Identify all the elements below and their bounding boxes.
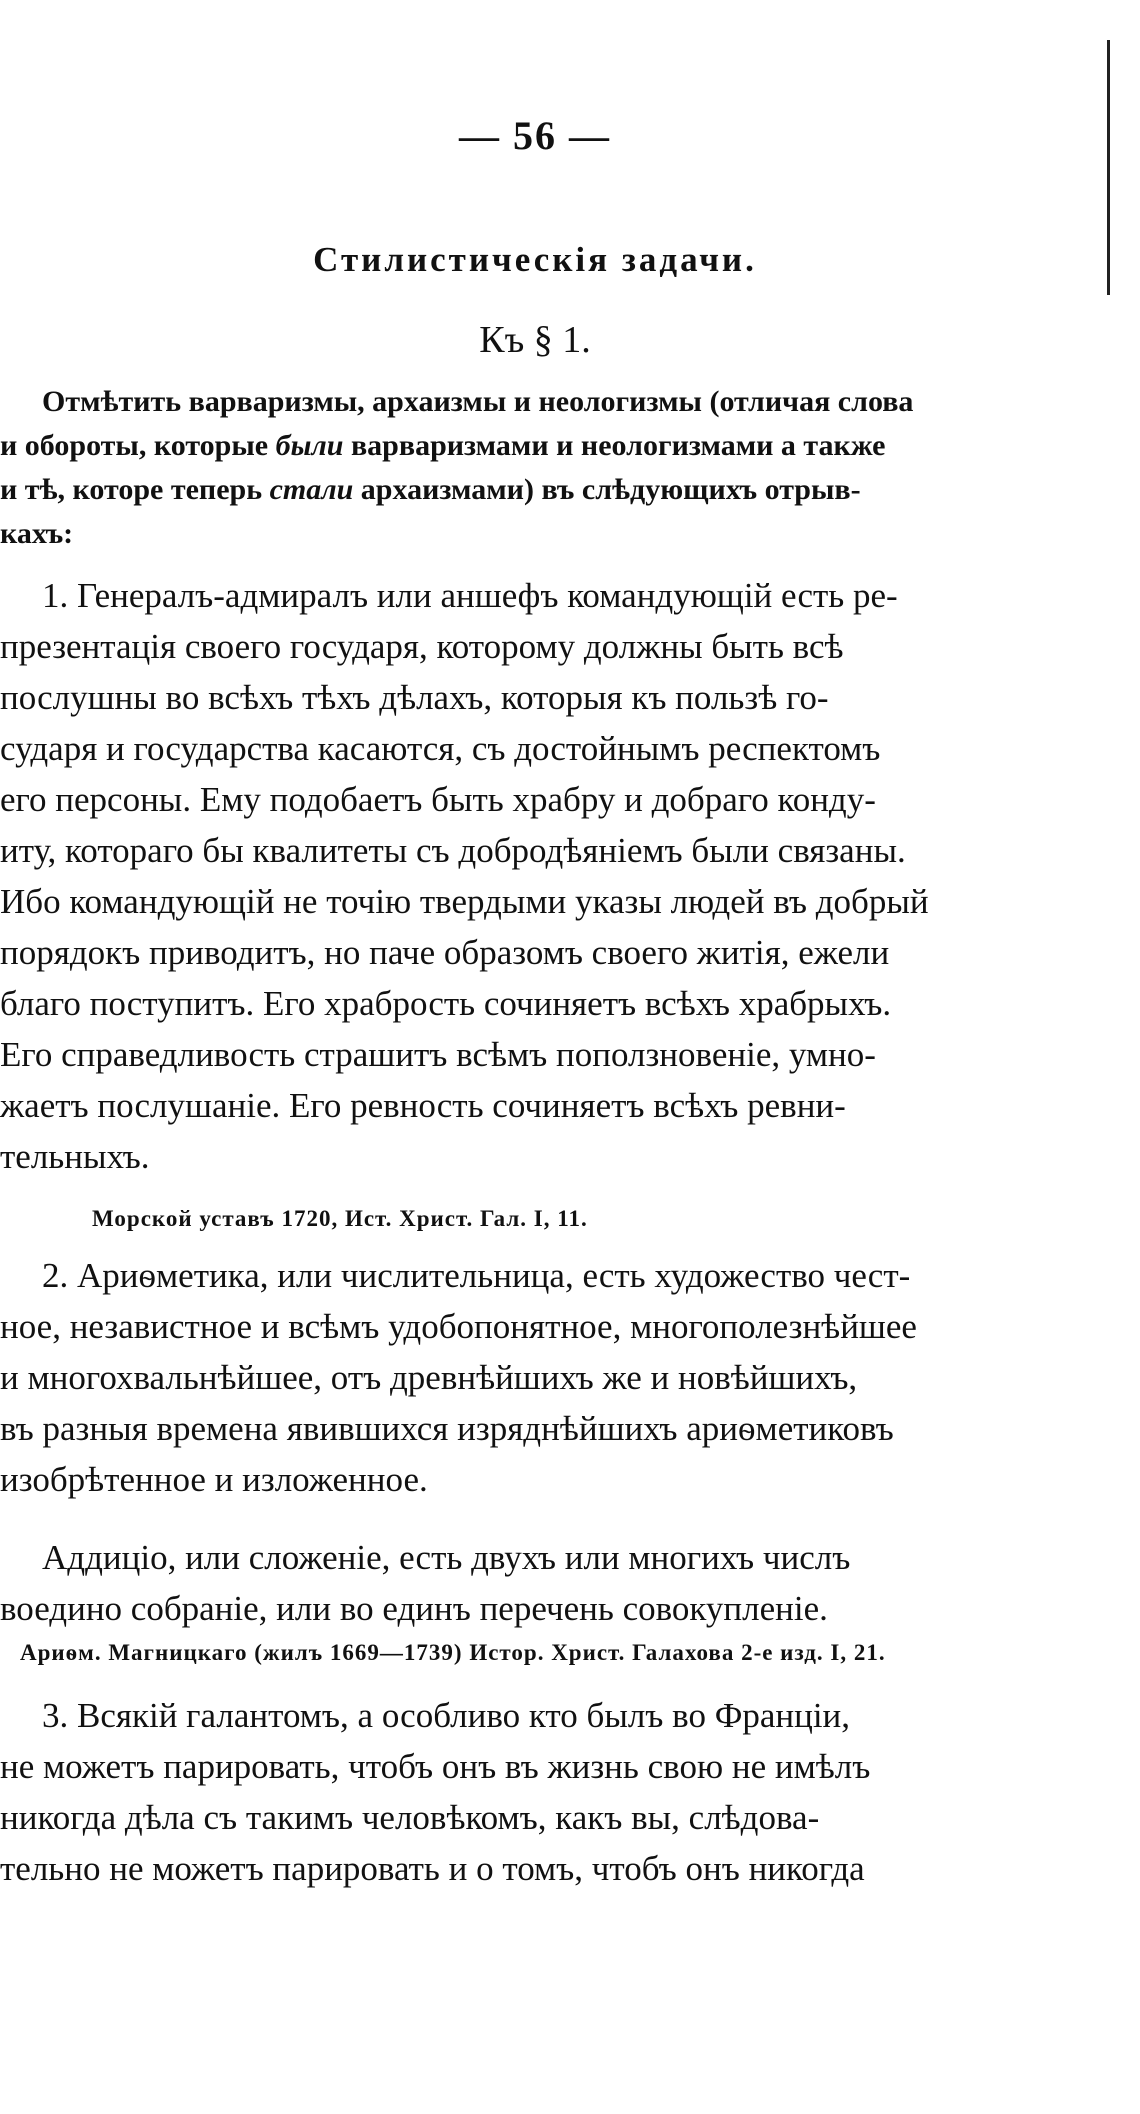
example-1-source: Морской уставъ 1720, Ист. Христ. Гал. I, 11. — [92, 1206, 588, 1231]
text-line: изобрѣтенное и изложенное. — [0, 1460, 428, 1499]
text-line: Ибо командующій не точію твердыми указы людей въ добрый — [0, 882, 929, 921]
text-line: тельно не можетъ парировать и о томъ, чтобъ онъ никогда — [0, 1849, 865, 1888]
chapter-heading: Стилистическія задачи. — [313, 240, 757, 279]
text-line: презентація своего государя, которому должны быть всѣ — [0, 627, 844, 666]
text-line: въ разныя времена явившихся изряднѣйшихъ ариѳметиковъ — [0, 1409, 894, 1448]
instruction-line: кахъ: — [0, 517, 74, 550]
text-line: тельныхъ. — [0, 1137, 150, 1176]
text-line: жаетъ послушаніе. Его ревность сочиняетъ всѣхъ ревни- — [0, 1086, 846, 1125]
emphasis-text: были — [275, 429, 344, 462]
text-line: благо поступитъ. Его храбрость сочиняетъ всѣхъ храбрыхъ. — [0, 984, 892, 1023]
instruction-line: и тѣ, которе теперь стали архаизмами) въ слѣдующихъ отрыв- — [0, 473, 861, 506]
text-line: сударя и государства касаются, съ достойнымъ респектомъ — [0, 729, 881, 768]
example-1-text — [0, 570, 1092, 1182]
example-2-text — [0, 1250, 1092, 1505]
text-line: не можетъ парировать, чтобъ онъ въ жизнь свою не имѣлъ — [0, 1747, 871, 1786]
text-line: послушны во всѣхъ тѣхъ дѣлахъ, которыя къ пользѣ го- — [0, 678, 829, 717]
task-instruction — [0, 380, 1092, 556]
text-line: воедино собраніе, или во единъ перечень совокупленіе. — [0, 1589, 828, 1628]
example-2-continuation — [0, 1532, 1092, 1634]
text-line: его персоны. Ему подобаетъ быть храбру и добраго конду- — [0, 780, 876, 819]
text-line: Его справедливость страшитъ всѣмъ поползновеніе, умно- — [0, 1035, 876, 1074]
text-line: и многохвальнѣйшее, отъ древнѣйшихъ же и новѣйшихъ, — [0, 1358, 858, 1397]
text-line: Аддиціо, или сложеніе, есть двухъ или многихъ числъ — [42, 1538, 851, 1577]
text-line: порядокъ приводитъ, но паче образомъ своего житія, ежели — [0, 933, 890, 972]
text-line: 1. Генералъ-адмиралъ или аншефъ командующій есть ре- — [42, 576, 898, 615]
instruction-line: и обороты, которые были варваризмами и неологизмами а также — [0, 429, 886, 462]
text-line: ное, независтное и всѣмъ удобопонятное, многополезнѣйшее — [0, 1307, 917, 1346]
page-number: — 56 — — [459, 113, 611, 158]
section-reference: Къ § 1. — [479, 319, 591, 361]
instruction-line: Отмѣтить варваризмы, архаизмы и неологизмы (отличая слова — [42, 385, 914, 418]
example-3-text — [0, 1690, 1092, 1894]
emphasis-text: стали — [269, 473, 354, 506]
text-line: 3. Всякій галантомъ, а особливо кто былъ во Франціи, — [42, 1696, 851, 1735]
page-edge-rule — [1107, 40, 1110, 295]
example-2-source: Ариѳм. Магницкаго (жилъ 1669—1739) Истор. Христ. Галахова 2-е изд. I, 21. — [20, 1640, 886, 1665]
text-line: 2. Ариѳметика, или числительница, есть художество чест- — [42, 1256, 911, 1295]
text-line: иту, котораго бы квалитеты съ добродѣяніемъ были связаны. — [0, 831, 906, 870]
text-line: никогда дѣла съ такимъ человѣкомъ, какъ вы, слѣдова- — [0, 1798, 820, 1837]
